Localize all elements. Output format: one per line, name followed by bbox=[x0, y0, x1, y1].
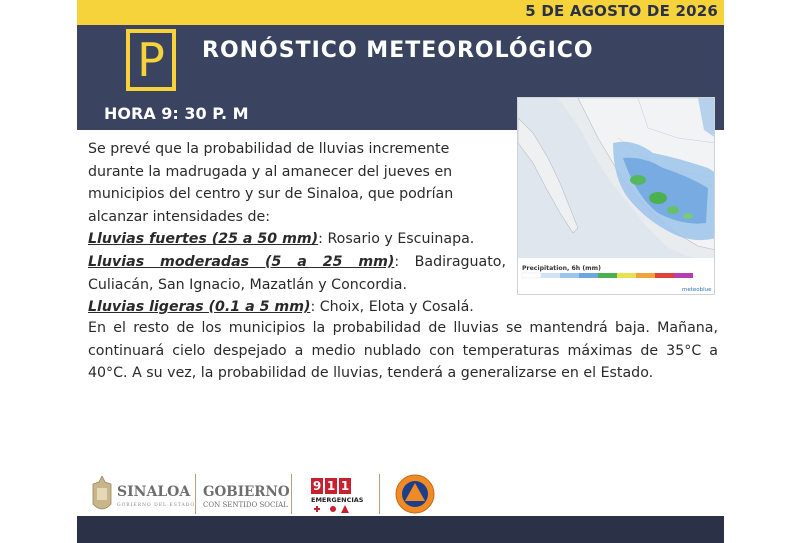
paragraph-line: durante la madrugada y al amanecer del jueves en bbox=[88, 163, 453, 180]
emergency-digit: 9 bbox=[312, 479, 322, 493]
divider bbox=[291, 474, 292, 514]
divider bbox=[195, 474, 196, 514]
emergency-label: EMERGENCIAS bbox=[311, 496, 364, 504]
emergency-digit: 1 bbox=[340, 479, 350, 493]
p-logo-box bbox=[126, 29, 176, 91]
paragraph-line: Se prevé que la probabilidad de lluvias incremente bbox=[88, 141, 450, 157]
light-rain-label: Lluvias ligeras (0.1 a 5 mm) bbox=[88, 299, 311, 316]
light-rain-line bbox=[88, 296, 506, 319]
title-initial: P bbox=[137, 33, 165, 87]
date-strip bbox=[77, 0, 724, 25]
closing-paragraph: En el resto de los municipios la probabilidad de lluvias se mantendrá baja. Mañana, continuará cielo despejado a medio nublado con temperaturas máximas de 35°C a 40°C. A su vez, la probabilidad de lluvias, tenderá a generalizarse en el Estado. bbox=[88, 320, 718, 382]
precipitation-map bbox=[517, 97, 715, 295]
legend-brand: meteoblue bbox=[682, 287, 712, 293]
heavy-rain-places: : Rosario y Escuinapa. bbox=[318, 231, 475, 248]
map-image bbox=[518, 98, 715, 295]
sinaloa-logo-text: SINALOA bbox=[117, 484, 191, 500]
forecast-card bbox=[77, 0, 724, 543]
paragraph-line: municipios del centro y sur de Sinaloa, que podrían bbox=[88, 186, 454, 203]
moderate-rain-line bbox=[88, 251, 506, 274]
legend-title: Precipitation, 6h (mm) bbox=[522, 265, 601, 272]
moderate-rain-places: : Badiraguato, bbox=[394, 253, 507, 270]
light-rain-places: : Choix, Elota y Cosalá. bbox=[310, 299, 474, 316]
gobierno-logo-text: GOBIERNO bbox=[203, 484, 290, 500]
emergency-digit: 1 bbox=[326, 479, 336, 493]
forecast-paragraph bbox=[88, 138, 506, 319]
sinaloa-logo-subtext: GOBIERNO DEL ESTADO bbox=[117, 503, 196, 508]
sinaloa-shield-icon bbox=[91, 476, 113, 514]
emergency-number bbox=[311, 478, 351, 494]
heavy-rain-label: Lluvias fuertes (25 a 50 mm) bbox=[88, 231, 319, 248]
civil-protection-seal-icon bbox=[395, 474, 435, 514]
moderate-rain-label: Lluvias moderadas (5 a 25 mm) bbox=[88, 253, 395, 270]
heavy-rain-line bbox=[88, 228, 506, 251]
moderate-rain-line-2: Culiacán, San Ignacio, Mazatlán y Concordia. bbox=[88, 276, 407, 293]
forecast-date: 5 DE AGOSTO DE 2026 bbox=[525, 2, 718, 20]
page-title: RONÓSTICO METEOROLÓGICO bbox=[202, 38, 594, 63]
logo-footer bbox=[77, 470, 724, 518]
forecast-time: HORA 9: 30 P. M bbox=[104, 104, 249, 123]
emergency-icons bbox=[313, 504, 353, 514]
gobierno-logo-subtext: CON SENTIDO SOCIAL bbox=[203, 501, 288, 509]
divider bbox=[379, 474, 380, 514]
bottom-bar bbox=[77, 516, 724, 543]
paragraph-line: alcanzar intensidades de: bbox=[88, 208, 271, 225]
